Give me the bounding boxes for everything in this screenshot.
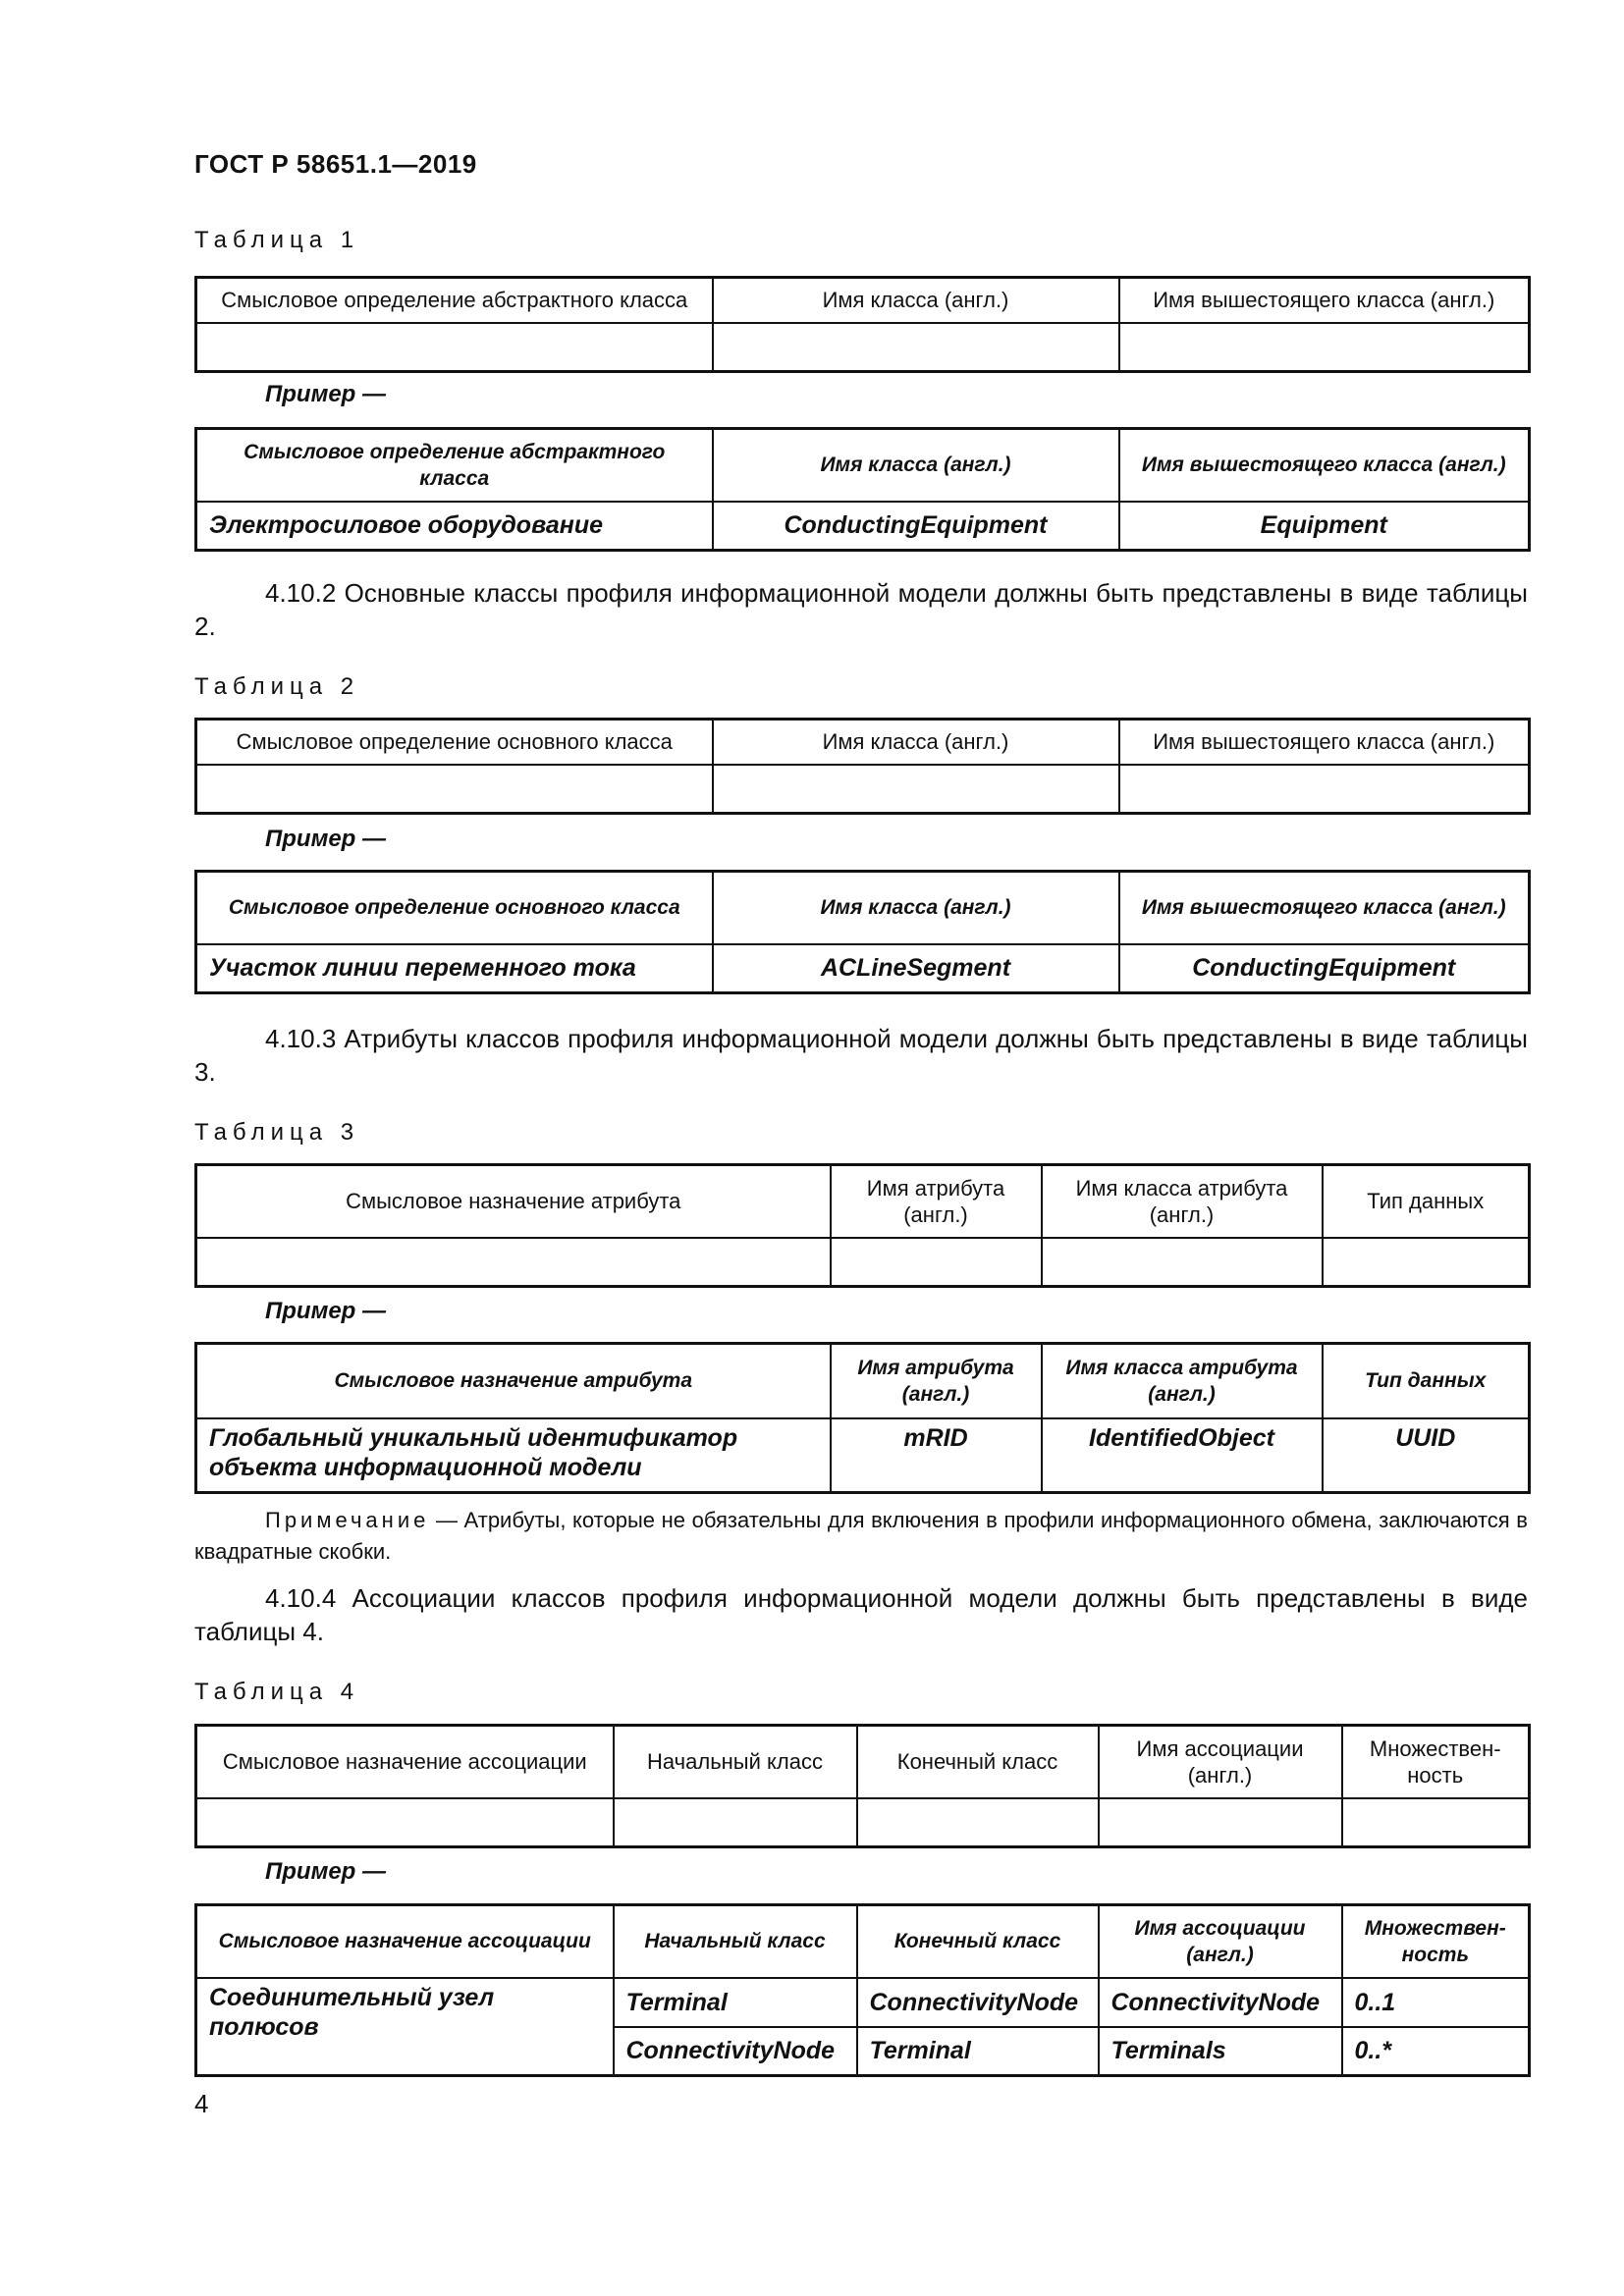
table-3-header-cell: Имя атрибута (англ.) — [831, 1165, 1042, 1238]
table-4-empty-cell — [614, 1798, 857, 1847]
paragraph-text-cont: виде таблицы 4. — [194, 1583, 1528, 1646]
table-4-example-cell: ConnectivityNode — [614, 2027, 857, 2076]
table-4 — [194, 1724, 1531, 1848]
note — [194, 1505, 1528, 1568]
table-1-example-header-cell: Имя вышестоящего класса (англ.) — [1119, 429, 1530, 502]
table-3-empty-cell — [196, 1238, 831, 1287]
table-2-example-cell: ConductingEquipment — [1119, 944, 1530, 993]
table-2-empty-cell — [196, 765, 713, 814]
table-3-example-header-cell: Имя атрибута (англ.) — [831, 1344, 1042, 1418]
paragraph-text-cont: таблицы 3. — [194, 1024, 1528, 1087]
table-4-header-cell: Множествен-ность — [1342, 1726, 1530, 1798]
table-2-caption: Таблица 2 — [194, 673, 360, 700]
table-2-example-header-cell: Имя вышестоящего класса (англ.) — [1119, 872, 1530, 944]
table-3-example — [194, 1342, 1531, 1494]
table-4-example-cell: 0..1 — [1342, 1978, 1530, 2027]
table-3-empty-cell — [1042, 1238, 1323, 1287]
table-2-example-label: Пример — — [265, 826, 387, 852]
table-4-header-cell: Смысловое назначение ассоциации — [196, 1726, 614, 1798]
table-1-caption: Таблица 1 — [194, 227, 360, 253]
table-3-example-header-cell: Смысловое назначение атрибута — [196, 1344, 831, 1418]
table-4-example-cell: Terminal — [614, 1978, 857, 2027]
table-3-example-header-cell: Тип данных — [1323, 1344, 1530, 1418]
table-4-example-header-cell: Множествен-ность — [1342, 1905, 1530, 1978]
table-4-example-cell: Terminal — [857, 2027, 1099, 2076]
table-2-example-cell: ACLineSegment — [713, 944, 1119, 993]
paragraph-4-10-4 — [194, 1581, 1528, 1648]
table-3-example-cell: UUID — [1323, 1418, 1530, 1493]
table-3-example-cell: Глобальный уникальный идентификатор объекта информационной модели — [196, 1418, 831, 1493]
table-4-example-label: Пример — — [265, 1858, 387, 1885]
table-4-empty-cell — [1342, 1798, 1530, 1847]
table-3-header-cell: Смысловое назначение атрибута — [196, 1165, 831, 1238]
table-3-example-cell: IdentifiedObject — [1042, 1418, 1323, 1493]
table-4-example-cell: Соединительный узел полюсов — [196, 1978, 614, 2076]
table-3-header-cell: Тип данных — [1323, 1165, 1530, 1238]
table-4-empty-cell — [1099, 1798, 1342, 1847]
paragraph-text: 4.10.3 Атрибуты классов профиля информационной модели должны быть представлены в виде — [265, 1024, 1419, 1053]
paragraph-4-10-3 — [194, 1022, 1528, 1089]
table-1-empty-cell — [196, 323, 713, 372]
table-4-empty-cell — [196, 1798, 614, 1847]
paragraph-text-cont: таблицы 2. — [194, 578, 1528, 641]
table-2-example-header-cell: Смысловое определение основного класса — [196, 872, 713, 944]
table-1-example-cell: Электросиловое оборудование — [196, 502, 713, 551]
table-4-example-cell: ConnectivityNode — [1099, 1978, 1342, 2027]
table-2-empty-cell — [713, 765, 1119, 814]
document-header: ГОСТ Р 58651.1—2019 — [194, 149, 477, 179]
table-3-empty-cell — [1323, 1238, 1530, 1287]
table-3-example-label: Пример — — [265, 1298, 387, 1324]
table-4-example — [194, 1903, 1531, 2077]
table-1-example — [194, 427, 1531, 552]
table-1-header-cell: Смысловое определение абстрактного класса — [196, 278, 713, 323]
table-4-caption: Таблица 4 — [194, 1679, 360, 1705]
table-2-example-header-cell: Имя класса (англ.) — [713, 872, 1119, 944]
paragraph-4-10-2 — [194, 576, 1528, 643]
table-2 — [194, 718, 1531, 815]
table-3-empty-cell — [831, 1238, 1042, 1287]
table-1-empty-cell — [713, 323, 1119, 372]
table-1-example-cell: Equipment — [1119, 502, 1530, 551]
table-4-example-header-cell: Имя ассоциации (англ.) — [1099, 1905, 1342, 1978]
table-4-header-cell: Конечный класс — [857, 1726, 1099, 1798]
table-2-example-cell: Участок линии переменного тока — [196, 944, 713, 993]
paragraph-text: 4.10.2 Основные классы профиля информационной модели должны быть представлены в виде — [265, 578, 1419, 608]
table-4-example-header-cell: Начальный класс — [614, 1905, 857, 1978]
page-number: 4 — [194, 2089, 209, 2118]
table-1-example-label: Пример — — [265, 381, 387, 407]
table-2-example — [194, 870, 1531, 994]
table-4-example-header-cell: Конечный класс — [857, 1905, 1099, 1978]
note-label: Примечание — [265, 1508, 430, 1532]
table-4-empty-cell — [857, 1798, 1099, 1847]
table-3-caption: Таблица 3 — [194, 1119, 360, 1146]
table-1-header-cell: Имя класса (англ.) — [713, 278, 1119, 323]
table-4-header-cell: Начальный класс — [614, 1726, 857, 1798]
table-1-example-header-cell: Смысловое определение абстрактного класса — [196, 429, 713, 502]
table-3 — [194, 1163, 1531, 1288]
table-1-example-header-cell: Имя класса (англ.) — [713, 429, 1119, 502]
table-1-empty-cell — [1119, 323, 1530, 372]
table-4-example-cell: Terminals — [1099, 2027, 1342, 2076]
note-text: — Атрибуты, которые не обязательны для включения в профили информационного обмена, заключаются в квадратные скобки. — [194, 1508, 1528, 1564]
table-3-example-cell: mRID — [831, 1418, 1042, 1493]
table-2-header-cell: Имя класса (англ.) — [713, 720, 1119, 765]
table-3-header-cell: Имя класса атрибута (англ.) — [1042, 1165, 1323, 1238]
table-3-example-header-cell: Имя класса атрибута (англ.) — [1042, 1344, 1323, 1418]
table-2-header-cell: Имя вышестоящего класса (англ.) — [1119, 720, 1530, 765]
table-1-header-cell: Имя вышестоящего класса (англ.) — [1119, 278, 1530, 323]
paragraph-text: 4.10.4 Ассоциации классов профиля информационной модели должны быть представлены в — [265, 1583, 1455, 1613]
table-2-header-cell: Смысловое определение основного класса — [196, 720, 713, 765]
table-4-example-cell: 0..* — [1342, 2027, 1530, 2076]
table-1-example-cell: ConductingEquipment — [713, 502, 1119, 551]
table-4-example-header-cell: Смысловое назначение ассоциации — [196, 1905, 614, 1978]
table-4-header-cell: Имя ассоциации (англ.) — [1099, 1726, 1342, 1798]
table-4-example-cell: ConnectivityNode — [857, 1978, 1099, 2027]
table-2-empty-cell — [1119, 765, 1530, 814]
table-1 — [194, 276, 1531, 373]
